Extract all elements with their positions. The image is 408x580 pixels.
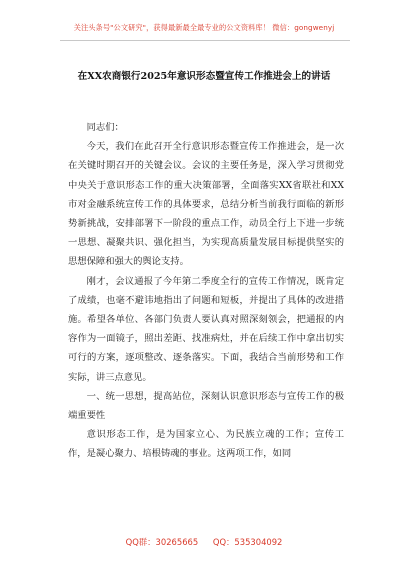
qq-label: QQ： [212, 537, 235, 547]
document-body [68, 118, 344, 464]
footer-contact [0, 536, 408, 548]
qq-number: 535304092 [234, 537, 283, 547]
header-divider [60, 40, 350, 41]
section-heading-one: 一、统一思想，提高站位，深刻认识意识形态与宣传工作的极端重要性 [68, 390, 344, 422]
salutation: 同志们： [86, 122, 124, 133]
qq-group-label: QQ群： [125, 537, 156, 547]
footer-qq [213, 537, 283, 547]
paragraph-briefing: 刚才，会议通报了今年第二季度全行的宣传工作情况，既肯定了成绩，也毫不避讳地指出了问题和短板，并提出了具体的改进措施。希望各单位、各部门负责人要认真对照深刻领会，把通报的内容作为一面镜子，照出差距、找准病灶，并在后续工作中拿出切实可行的方案，逐项整改、逐条落实。下面，我结合当前形势和工作实际，讲三点意见。 [68, 275, 344, 383]
header-banner: 关注头条号"公文研究"，获得最新最全最专业的公文资料库！ 微信：gongwenyj [73, 23, 335, 32]
document-title: 在XX农商银行2025年意识形态暨宣传工作推进会上的讲话 [77, 71, 331, 82]
footer-qq-group [126, 537, 199, 547]
paragraph-opening: 今天，我们在此召开全行意识形态暨宣传工作推进会，是一次在关键时期召开的关键会议。会议的主要任务是，深入学习贯彻党中央关于意识形态工作的重大决策部署，全面落实XX省联社和XX市对金融系统宣传工作的具体要求，总结分析当前我行面临的新形势新挑战，安排部署下一阶段的重点工作，动员全行上下进一步统一思想、凝聚共识、强化担当，为实现高质量发展目标提供坚实的思想保障和强大的舆论支持。 [68, 141, 344, 268]
paragraph-section-one: 意识形态工作，是为国家立心、为民族立魂的工作；宣传工作，是凝心聚力、培根铸魂的事业。这两项工作，如同 [68, 429, 344, 460]
qq-group-number: 30265665 [155, 537, 199, 547]
